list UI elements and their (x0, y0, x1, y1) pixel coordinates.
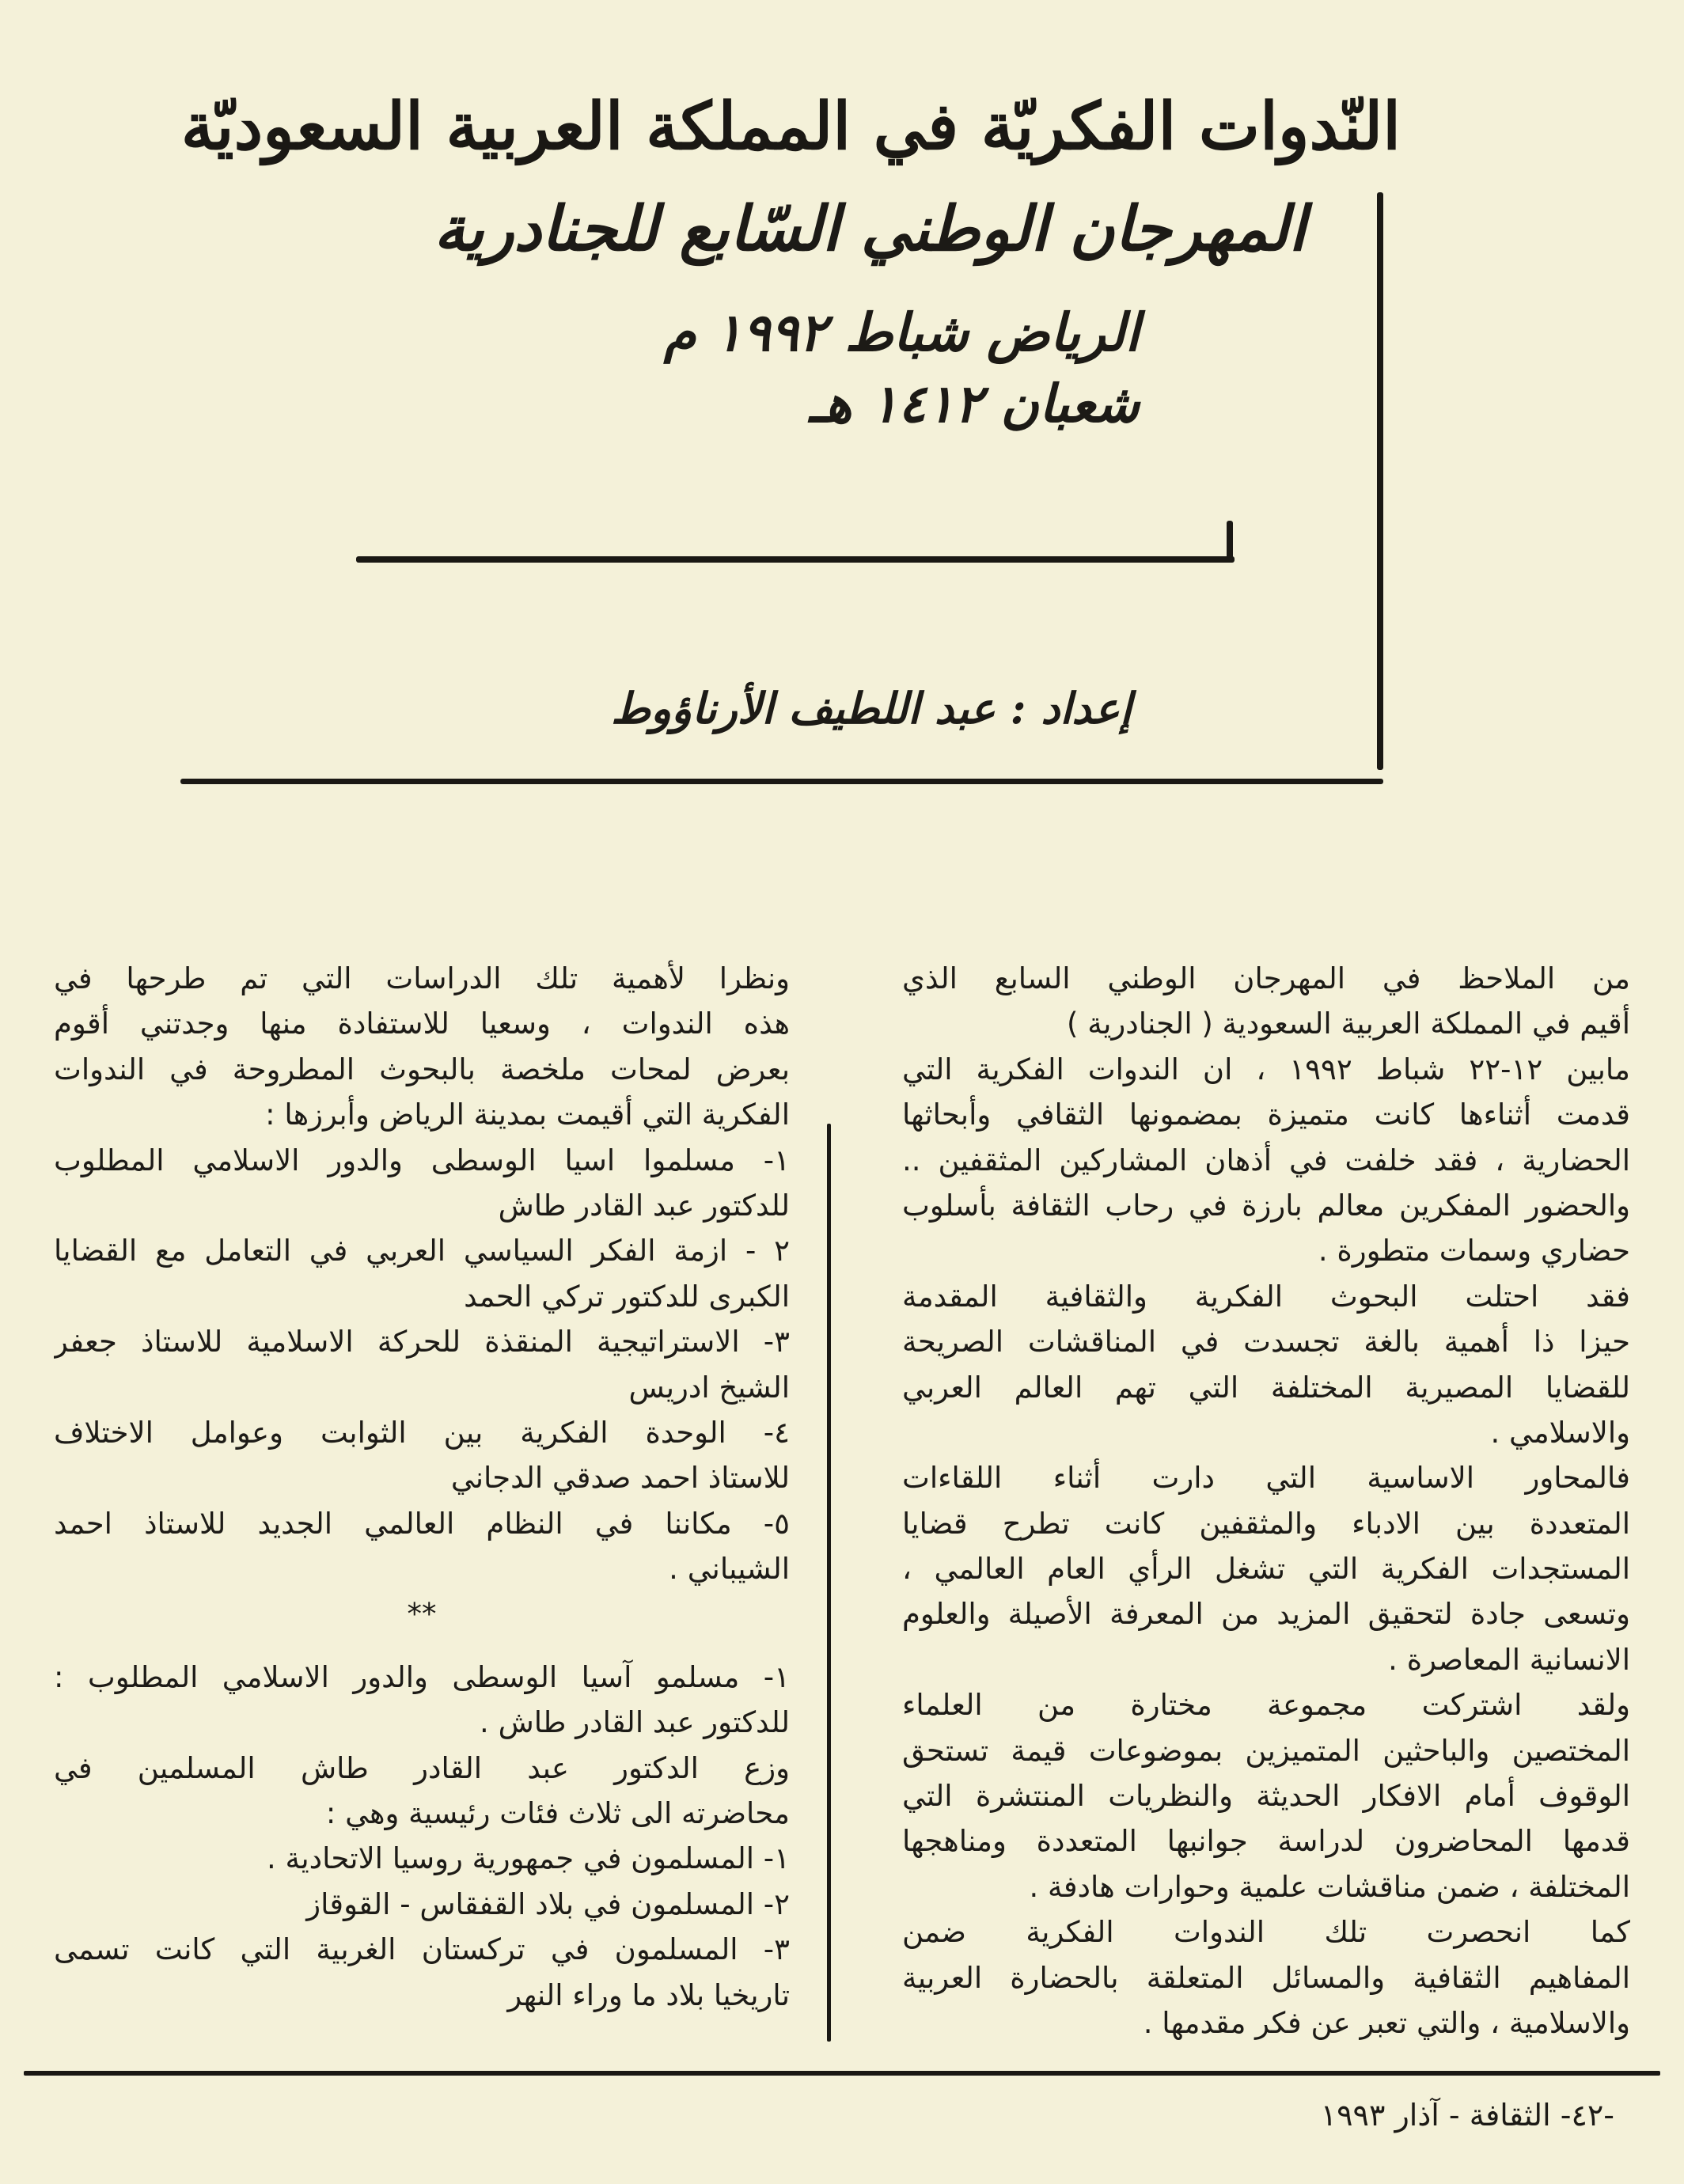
text-line: والاسلامية ، والتي تعبر عن فكر مقدمها . (1143, 2005, 1630, 2040)
text-line: حضاري وسمات متطورة . (1318, 1234, 1630, 1268)
text-line: من الملاحظ في المهرجان الوطني السابع الذي (902, 961, 1630, 995)
text-line: المختلفة ، ضمن مناقشات علمية وحوارات هادفة . (1029, 1869, 1630, 1904)
text-line: مابين ١٢-٢٢ شباط ١٩٩٢ ، ان الندوات الفكرية التي (902, 1052, 1630, 1086)
article-subtitle: المهرجان الوطني السّابع للجنادرية (434, 193, 1306, 265)
text-line: للاستاذ احمد صدقي الدجاني (450, 1461, 790, 1496)
list-item: ١- مسلموا اسيا الوسطى والدور الاسلامي المطلوب (54, 1143, 790, 1177)
list-item: ٢- المسلمون في بلاد القفقاس - القوقاز (306, 1886, 790, 1921)
text-line: وتسعى جادة لتحقيق المزيد من المعرفة الأصيلة والعلوم (902, 1597, 1630, 1632)
spacer (54, 1637, 790, 1655)
date-gregorian: الرياض شباط ١٩٩٢ م (663, 301, 1140, 363)
text-line: قدمت أثناءها كانت متميزة بمضمونها الثقافي وأبحاثها (902, 1098, 1630, 1132)
text-line: المتعددة بين الادباء والمثقفين كانت تطرح قضايا (902, 1506, 1630, 1541)
list-item: ١- المسلمون في جمهورية روسيا الاتحادية . (266, 1841, 790, 1876)
page-footer: -٤٢- الثقافة - آذار ١٩٩٣ (1320, 2098, 1614, 2133)
text-line: للدكتور عبد القادر طاش (498, 1188, 790, 1223)
text-line: للدكتور عبد القادر طاش . (480, 1705, 790, 1740)
text-line: المستجدات الفكرية التي تشغل الرأي العام العالمي ، (902, 1552, 1630, 1587)
list-item: ٥- مكاننا في النظام العالمي الجديد للاستاذ احمد (54, 1506, 790, 1541)
header-bottom-rule (180, 779, 1383, 784)
text-line: الفكرية التي أقيمت بمدينة الرياض وأبرزها : (265, 1098, 790, 1132)
text-line: فالمحاور الاساسية التي دارت أثناء اللقاءات (902, 1461, 1630, 1496)
article-title: النّدوات الفكريّة في المملكة العربية السعوديّة (180, 89, 1401, 165)
list-item: ٢ - ازمة الفكر السياسي العربي في التعامل مع القضايا (54, 1234, 790, 1268)
frame-hook-line (1227, 521, 1233, 562)
section-heading: ١- مسلمو آسيا الوسطى والدور الاسلامي المطلوب : (54, 1659, 790, 1694)
text-line: كما انحصرت تلك الندوات الفكرية ضمن (902, 1915, 1630, 1950)
text-line: والاسلامي . (1490, 1415, 1630, 1450)
text-line: قدمها المحاضرون لدراسة جوانبها المتعددة ومناهجها (902, 1824, 1630, 1859)
frame-horizontal-line (356, 556, 1235, 563)
date-hijri: شعبان ١٤١٢ هـ (809, 373, 1140, 434)
text-line: بعرض لمحات ملخصة بالبحوث المطروحة في الندوات (54, 1052, 790, 1086)
text-line: المفاهيم الثقافية والمسائل المتعلقة بالحضارة العربية (902, 1960, 1630, 1995)
text-line: الوقوف أمام الافكار الحديثة والنظريات المنتشرة التي (902, 1779, 1630, 1814)
text-line: تاريخيا بلاد ما وراء النهر (507, 1977, 790, 2012)
text-line: حيزا ذا أهمية بالغة تجسدت في المناقشات الصريحة (902, 1325, 1630, 1359)
text-line: الشيباني . (669, 1552, 790, 1587)
text-line: الانسانية المعاصرة . (1388, 1642, 1630, 1677)
text-line: ولقد اشتركت مجموعة مختارة من العلماء (902, 1688, 1630, 1723)
text-line: وزع الدكتور عبد القادر طاش المسلمين في (54, 1750, 790, 1785)
text-line: الكبرى للدكتور تركي الحمد (464, 1279, 790, 1314)
list-item: ٣- المسلمون في تركستان الغربية التي كانت تسمى (54, 1932, 790, 1967)
text-line: هذه الندوات ، وسعيا للاستفادة منها وجدتني أقوم (54, 1007, 790, 1041)
section-separator: ** (407, 1597, 437, 1632)
text-line: المختصين والباحثين المتميزين بموضوعات قيمة تستحق (902, 1733, 1630, 1768)
author-byline: إعداد : عبد اللطيف الأرناؤوط (611, 683, 1132, 734)
text-line: ونظرا لأهمية تلك الدراسات التي تم طرحها في (54, 961, 790, 995)
article-column-left (54, 956, 790, 2018)
text-line: أقيم في المملكة العربية السعودية ( الجنادرية ) (1067, 1007, 1630, 1041)
text-line: الحضارية ، فقد خلفت في أذهان المشاركين المثقفين .. (902, 1143, 1630, 1177)
text-line: الشيخ ادريس (628, 1370, 790, 1405)
frame-vertical-line (1377, 192, 1383, 770)
text-line: محاضرته الى ثلاث فئات رئيسية وهي : (325, 1796, 790, 1831)
article-column-right (902, 956, 1630, 2046)
footer-rule (24, 2071, 1660, 2076)
text-line: والحضور المفكرين معالم بارزة في رحاب الثقافة بأسلوب (902, 1188, 1630, 1223)
list-item: ٤- الوحدة الفكرية بين الثوابت وعوامل الاختلاف (54, 1415, 790, 1450)
text-line: للقضايا المصيرية المختلفة التي تهم العالم العربي (902, 1370, 1630, 1405)
text-line: فقد احتلت البحوث الفكرية والثقافية المقدمة (902, 1279, 1630, 1314)
list-item: ٣- الاستراتيجية المنقذة للحركة الاسلامية للاستاذ جعفر (54, 1325, 790, 1359)
column-divider (827, 1124, 831, 2042)
